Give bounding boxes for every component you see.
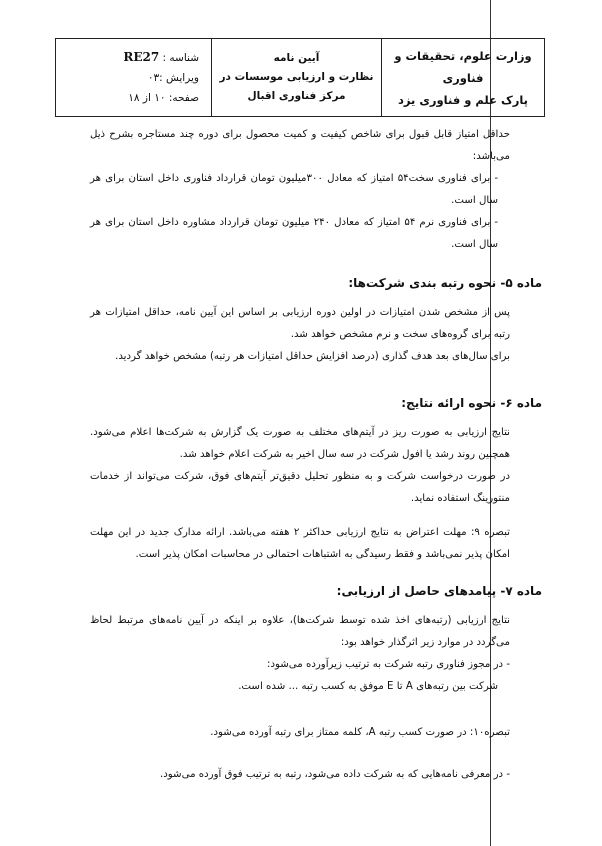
article-7-bullet-1: - در مجوز فناوری رتبه شرکت به ترتیب زیرآورده می‌شود:: [267, 659, 510, 670]
document-code: [56, 47, 199, 68]
article-6-paragraph-2: در صورت درخواست شرکت و به منظور تحلیل دقیق‌تر آیتم‌های فوق، شرکت می‌تواند از خدمات منتورینگ استفاده نماید.: [90, 471, 510, 504]
article-6-heading: ماده ۶- نحوه ارائه نتایج:: [401, 396, 542, 410]
intro-section: [90, 124, 510, 256]
article-7-paragraph-1: نتایج ارزیابی (رتبه‌های اخذ شده توسط شرکت‌ها)، علاوه بر اینکه در آیین نامه‌های مرتبط لحاظ می‌گردد در موارد زیر اثرگذار خواهد بود:: [90, 615, 510, 648]
intro-bullet-soft: - برای فناوری نرم ۵۴ امتیاز که معادل ۲۴۰ میلیون تومان قرارداد مشاوره داخل استان برای هر سال است.: [90, 217, 498, 250]
article-7-bullet-1-sub: شرکت بین رتبه‌های A تا E موفق به کسب رتبه ... شده است.: [238, 681, 498, 692]
article-5-paragraph-2: برای سال‌های بعد هدف گذاری (درصد افزایش حداقل امتیازات هر رتبه) مشخص خواهد گردید.: [115, 351, 510, 362]
article-6-body: [90, 422, 510, 510]
intro-bullet-hard: - برای فناوری سخت۵۴ امتیاز که معادل ۳۰۰میلیون تومان قرارداد فناوری داخل استان برای هر سال است.: [90, 173, 498, 206]
article-5-paragraph-1: پس از مشخص شدن امتیازات در اولین دوره ارزیابی بر اساس این آیین نامه، حداقل امتیازات هر رتبه برای گروه‌های سخت و نرم مشخص خواهد شد.: [90, 307, 510, 340]
code-label: شناسه :: [162, 52, 199, 64]
title-line-1: آیین نامه: [273, 52, 320, 64]
title-line-3: مرکز فناوری اقبال: [247, 90, 346, 102]
article-7-body: [90, 610, 510, 698]
code-value: RE27: [123, 50, 160, 64]
intro-paragraph: حداقل امتیاز قابل قبول برای شاخص کیفیت و کمیت محصول برای دوره چند مستاجره بشرح ذیل می‌باشد:: [90, 129, 510, 162]
article-7-bullet-2: - در معرفی نامه‌هایی که به شرکت داده می‌شود، رتبه به ترتیب فوق آورده می‌شود.: [160, 769, 510, 780]
title-line-2: نظارت و ارزیابی موسسات در: [219, 71, 374, 83]
organization-cell: [382, 39, 544, 116]
park-name: پارک علم و فناوری یزد: [398, 92, 528, 107]
article-7-heading: ماده ۷- پیامدهای حاصل از ارزیابی:: [336, 584, 542, 598]
article-5-body: [90, 302, 510, 368]
document-meta-cell: [56, 39, 212, 116]
article-6-paragraph-1: نتایج ارزیابی به صورت ریز در آیتم‌های مختلف به صورت یک گزارش به شرکت‌ها اعلام می‌شود. همچنین روند رشد یا افول شرکت در سه سال اخیر به شرکت اعلام خواهد شد.: [90, 427, 510, 460]
article-7-bullet-2-block: [90, 764, 510, 786]
note-9: [90, 522, 510, 566]
note-9-text: تبصره ۹: مهلت اعتراض به نتایج ارزیابی حداکثر ۲ هفته می‌باشد. ارائه مدارک جدید در این مهلت امکان پذیر نمی‌باشد و فقط رسیدگی به اشتباهات احتمالی در محاسبات امکان پذیر است.: [90, 527, 510, 560]
note-10-text: تبصره۱۰: در صورت کسب رتبه A، کلمه ممتاز برای رتبه آورده می‌شود.: [210, 727, 510, 738]
organization-name: وزارت علوم، تحقیقات و فناوری: [394, 48, 532, 85]
note-10: [90, 722, 510, 744]
article-5-heading: ماده ۵- نحوه رتبه بندی شرکت‌ها:: [348, 276, 542, 290]
document-title-cell: [212, 39, 382, 116]
page-number: صفحه: ۱۰ از ۱۸: [128, 92, 199, 104]
document-version: ویرایش :۰۳: [147, 72, 199, 84]
document-header: [55, 38, 545, 117]
